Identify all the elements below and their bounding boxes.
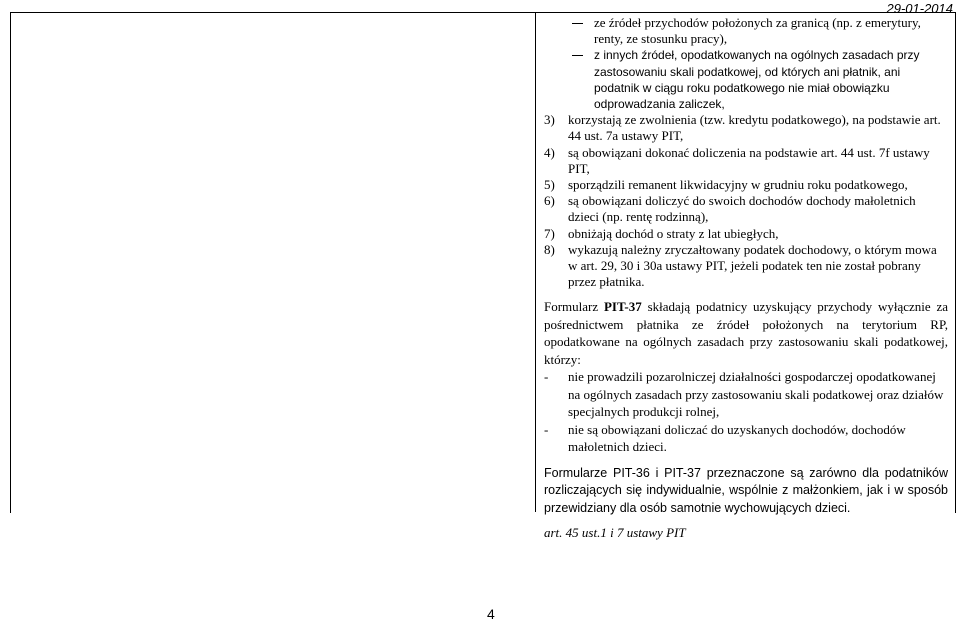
header-date: 29-01-2014: [886, 1, 953, 16]
list-item: [544, 242, 948, 291]
dash-item-text: z innych źródeł, opodatkowanych na ogólnych zasadach przy zastosowaniu skali podatkowej, od których ani płatnik, ani podatnik w ciągu roku podatkowego nie miał obowiązku odprowadzania zaliczek,: [594, 48, 920, 112]
list-item: [544, 368, 948, 421]
list-item: [544, 145, 948, 177]
legal-basis: art. 45 ust.1 i 7 ustawy PIT: [544, 525, 686, 541]
list-item: [544, 193, 948, 225]
item-bullet: -: [544, 421, 549, 437]
item-number: 3): [544, 112, 555, 128]
list-item: [544, 177, 948, 193]
list-item: [544, 15, 948, 47]
pit37-suffix: składają podatnicy uzyskujący przychody wyłącznie za pośrednictwem płatnika ze źródeł położonych na terytorium RP, opodatkowane na ogólnych zasadach przy zastosowaniu skali podatkowej, którzy:: [544, 299, 948, 367]
item-number: 6): [544, 193, 555, 209]
item-text: wykazują należny zryczałtowany podatek dochodowy, o którym mowa w art. 29, 30 i 30a ustawy PIT, jeżeli podatek ten nie został pobrany przez płatnika.: [568, 241, 937, 290]
item-text: sporządzili remanent likwidacyjny w grudniu roku podatkowego,: [568, 177, 908, 193]
dash-item-text: ze źródeł przychodów położonych za granicą (np. z emerytury, renty, ze stosunku pracy),: [594, 15, 921, 47]
list-item: [544, 421, 948, 456]
column-divider: [535, 12, 536, 512]
item-text: nie są obowiązani doliczać do uzyskanych dochodów, dochodów małoletnich dzieci.: [568, 421, 906, 455]
item-number: 8): [544, 241, 555, 257]
joint-paragraph: Formularze PIT-36 i PIT-37 przeznaczone są zarówno dla podatników rozliczających się indywidualnie, wspólnie z małżonkiem, jak i w sposób przewidziany dla osób samotnie wychowujących dzieci.: [544, 465, 948, 515]
item-text: są obowiązani doliczyć do swoich dochodów dochody małoletnich dzieci (np. rentę rodzinną),: [568, 193, 916, 225]
item-text: korzystają ze zwolnienia (tzw. kredytu podatkowego), na podstawie art. 44 ust. 7a ustawy PIT,: [568, 112, 941, 144]
pit37-prefix: Formularz: [544, 299, 604, 315]
pit37-form-name: PIT-37: [603, 299, 642, 315]
list-item: [544, 112, 948, 144]
item-text: nie prowadzili pozarolniczej działalności gospodarczej opodatkowanej na ogólnych zasadach przy zastosowaniu skali podatkowej oraz działów specjalnych produkcji rolnej,: [568, 369, 944, 420]
right-column: [544, 15, 948, 542]
item-text: obniżają dochód o straty z lat ubiegłych,: [568, 225, 779, 241]
item-bullet: -: [544, 369, 549, 385]
item-number: 7): [544, 225, 555, 241]
pit37-paragraph: [544, 298, 948, 368]
page-number: 4: [487, 606, 495, 622]
list-item: [544, 226, 948, 242]
list-item: [544, 47, 948, 112]
item-number: 5): [544, 177, 555, 193]
item-text: są obowiązani dokonać doliczenia na podstawie art. 44 ust. 7f ustawy PIT,: [568, 144, 930, 176]
item-number: 4): [544, 144, 555, 160]
